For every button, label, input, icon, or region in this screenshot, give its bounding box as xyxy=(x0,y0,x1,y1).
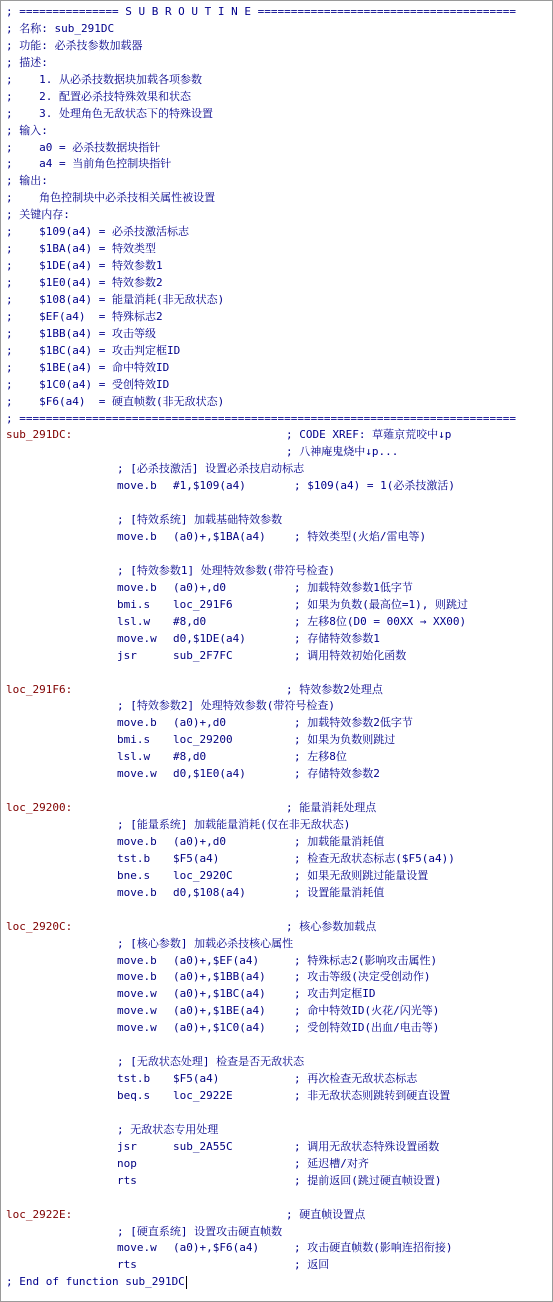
header-comment-line[interactable] xyxy=(6,123,552,140)
instruction-mnemonic[interactable]: lsl.w xyxy=(117,614,151,628)
instruction-mnemonic[interactable]: rts xyxy=(117,1173,137,1187)
instruction-comment: ; 调用无敌状态特殊设置函数 xyxy=(294,1139,440,1153)
label-comment: ; 硬直帧设置点 xyxy=(286,1207,366,1221)
instruction-line[interactable] xyxy=(6,749,552,766)
label-comment: ; 八神庵鬼烧中↓p... xyxy=(286,445,399,459)
instruction-mnemonic[interactable]: lsl.w xyxy=(117,750,151,764)
header-comment-line[interactable] xyxy=(6,394,552,411)
instruction-comment: ; 提前返回(跳过硬直帧设置) xyxy=(294,1173,442,1187)
instruction-line[interactable] xyxy=(6,715,552,732)
instruction-operands[interactable]: $F5(a4) xyxy=(173,1072,220,1086)
header-comment-line[interactable] xyxy=(6,106,552,123)
section-comment: ; [特效系统] 加载基础特效参数 xyxy=(117,513,283,527)
instruction-operands[interactable]: (a0)+,d0 xyxy=(173,716,226,730)
section-comment: ; [特效参数1] 处理特效参数(带符号检查) xyxy=(117,563,335,577)
section-comment: ; [核心参数] 加载必杀技核心属性 xyxy=(117,936,294,950)
instruction-operands[interactable]: d0,$108(a4) xyxy=(173,885,246,899)
section-comment-line[interactable] xyxy=(6,1224,552,1241)
section-comment-line[interactable] xyxy=(6,461,552,478)
comment-text: ; End of function sub_291DC xyxy=(6,1275,185,1289)
instruction-line[interactable] xyxy=(6,648,552,665)
comment-text: ; 输入: xyxy=(6,123,48,137)
instruction-line[interactable] xyxy=(6,885,552,902)
instruction-comment: ; 左移8位 xyxy=(294,750,347,764)
instruction-operands[interactable]: loc_2920C xyxy=(173,868,233,882)
instruction-line[interactable] xyxy=(6,1020,552,1037)
section-comment: ; [能量系统] 加载能量消耗(仅在非无敌状态) xyxy=(117,818,351,831)
instruction-comment: ; 如果为负数则跳过 xyxy=(294,733,396,747)
instruction-mnemonic[interactable]: move.b xyxy=(117,885,157,899)
header-comment-line[interactable] xyxy=(6,72,552,89)
instruction-mnemonic[interactable]: move.b xyxy=(117,716,157,730)
instruction-comment: ; 左移8位(D0 = 00XX → XX00) xyxy=(294,614,467,628)
instruction-comment: ; 受创特效ID(出血/电击等) xyxy=(294,1021,440,1035)
instruction-comment: ; 加载能量消耗值 xyxy=(294,834,385,848)
instruction-comment: ; 如果无敌则跳过能量设置 xyxy=(294,868,429,882)
instruction-comment: ; 设置能量消耗值 xyxy=(294,885,385,899)
section-comment-line[interactable] xyxy=(6,512,552,529)
comment-text: ; $1BE(a4) = 命中特效ID xyxy=(6,360,170,374)
text-cursor xyxy=(186,1276,187,1289)
comment-text: ; $EF(a4) = 特殊标志2 xyxy=(6,309,163,323)
header-comment-line[interactable] xyxy=(6,411,552,428)
instruction-comment: ; 检查无敌状态标志($F5(a4)) xyxy=(294,851,455,865)
comment-text: ; $1C0(a4) = 受创特效ID xyxy=(6,377,170,391)
header-comment-line[interactable] xyxy=(6,258,552,275)
header-comment-line[interactable] xyxy=(6,326,552,343)
blank-line xyxy=(6,665,552,682)
instruction-line[interactable] xyxy=(6,766,552,783)
instruction-comment: ; 返回 xyxy=(294,1258,330,1272)
instruction-mnemonic[interactable]: move.w xyxy=(117,767,157,781)
blank-line xyxy=(6,1190,552,1207)
section-comment-line[interactable] xyxy=(6,563,552,580)
instruction-operands[interactable]: d0,$1E0(a4) xyxy=(173,767,246,781)
instruction-operands[interactable]: $F5(a4) xyxy=(173,851,220,865)
comment-text: ; a4 = 当前角色控制块指针 xyxy=(6,157,172,171)
instruction-operands[interactable]: (a0)+,d0 xyxy=(173,834,226,848)
code-label[interactable]: loc_291F6: xyxy=(6,682,73,696)
instruction-mnemonic[interactable]: move.b xyxy=(117,834,157,848)
instruction-line[interactable] xyxy=(6,851,552,868)
instruction-operands[interactable]: (a0)+,$1BB(a4) xyxy=(173,970,266,984)
comment-text: ; 输出: xyxy=(6,174,48,188)
instruction-line[interactable] xyxy=(6,631,552,648)
header-comment-line[interactable] xyxy=(6,89,552,106)
instruction-line[interactable] xyxy=(6,732,552,749)
code-label[interactable]: loc_2922E: xyxy=(6,1207,73,1221)
instruction-line[interactable] xyxy=(6,953,552,970)
header-comment-line[interactable] xyxy=(6,190,552,207)
comment-text: ; =========================================================================== xyxy=(6,411,516,425)
header-comment-line[interactable] xyxy=(6,241,552,258)
header-comment-line[interactable] xyxy=(6,140,552,157)
comment-text: ; $1DE(a4) = 特效参数1 xyxy=(6,259,163,273)
comment-text: ; 角色控制块中必杀技相关属性被设置 xyxy=(6,191,216,205)
comment-text: ; =============== S U B R O U T I N E ======================================= xyxy=(6,5,516,18)
header-comment-line[interactable] xyxy=(6,292,552,309)
code-lines xyxy=(6,4,552,1291)
instruction-line[interactable] xyxy=(6,478,552,495)
instruction-operands[interactable]: (a0)+,$1BA(a4) xyxy=(173,530,266,544)
comment-text: ; $1E0(a4) = 特效参数2 xyxy=(6,276,163,289)
instruction-line[interactable] xyxy=(6,580,552,597)
instruction-mnemonic[interactable]: bne.s xyxy=(117,868,151,882)
instruction-comment: ; 如果为负数(最高位=1), 则跳过 xyxy=(294,597,468,611)
instruction-mnemonic[interactable]: move.w xyxy=(117,1241,157,1255)
instruction-mnemonic[interactable]: move.b xyxy=(117,479,157,493)
instruction-line[interactable] xyxy=(6,1088,552,1105)
section-comment: ; [特效参数2] 处理特效参数(带符号检查) xyxy=(117,699,335,713)
blank-line xyxy=(6,783,552,800)
label-line[interactable] xyxy=(6,800,552,817)
comment-text: ; $109(a4) = 必杀技激活标志 xyxy=(6,225,189,239)
header-comment-line[interactable] xyxy=(6,156,552,173)
instruction-comment: ; 命中特效ID(火花/闪光等) xyxy=(294,1004,440,1018)
blank-line xyxy=(6,1037,552,1054)
section-comment-line[interactable] xyxy=(6,817,552,834)
instruction-mnemonic[interactable]: move.w xyxy=(117,631,157,645)
instruction-mnemonic[interactable]: nop xyxy=(117,1156,137,1170)
label-line[interactable] xyxy=(6,444,552,461)
instruction-operands[interactable]: (a0)+,$F6(a4) xyxy=(173,1241,260,1255)
header-comment-line[interactable] xyxy=(6,38,552,55)
instruction-operands[interactable]: loc_29200 xyxy=(173,733,233,747)
header-comment-line[interactable] xyxy=(6,377,552,394)
section-comment: ; 无敌状态专用处理 xyxy=(117,1122,219,1136)
comment-text: ; 3. 处理角色无敌状态下的特殊设置 xyxy=(6,106,213,120)
instruction-line[interactable] xyxy=(6,614,552,631)
instruction-operands[interactable]: (a0)+,$1BC(a4) xyxy=(173,987,266,1001)
instruction-comment: ; 延迟槽/对齐 xyxy=(294,1156,369,1170)
blank-line xyxy=(6,546,552,563)
instruction-operands[interactable]: (a0)+,$EF(a4) xyxy=(173,953,260,967)
header-comment-line[interactable] xyxy=(6,360,552,377)
instruction-comment: ; 存储特效参数2 xyxy=(294,767,380,781)
code-label[interactable]: loc_29200: xyxy=(6,801,73,815)
instruction-operands[interactable]: #8,d0 xyxy=(173,614,207,628)
label-comment: ; 核心参数加载点 xyxy=(286,919,377,933)
instruction-comment: ; 加载特效参数1低字节 xyxy=(294,580,413,594)
comment-text: ; 1. 从必杀技数据块加载各项参数 xyxy=(6,72,202,86)
instruction-operands[interactable]: #8,d0 xyxy=(173,750,207,764)
code-label[interactable]: loc_2920C: xyxy=(6,919,73,933)
header-comment-line[interactable] xyxy=(6,207,552,224)
instruction-mnemonic[interactable]: beq.s xyxy=(117,1089,151,1102)
blank-line xyxy=(6,902,552,919)
instruction-comment: ; 攻击等级(决定受创动作) xyxy=(294,970,431,984)
instruction-mnemonic[interactable]: move.b xyxy=(117,970,157,984)
instruction-comment: ; 攻击硬直帧数(影响连招衔接) xyxy=(294,1241,453,1255)
instruction-comment: ; 特殊标志2(影响攻击属性) xyxy=(294,953,438,967)
instruction-comment: ; $109(a4) = 1(必杀技激活) xyxy=(294,479,455,493)
instruction-operands[interactable]: sub_2F7FC xyxy=(173,648,233,662)
header-comment-line[interactable] xyxy=(6,275,552,292)
instruction-mnemonic[interactable]: move.b xyxy=(117,953,157,967)
instruction-line[interactable] xyxy=(6,986,552,1003)
section-comment: ; [必杀技激活] 设置必杀技启动标志 xyxy=(117,462,305,476)
comment-text: ; 关键内存: xyxy=(6,208,70,222)
instruction-mnemonic[interactable]: move.b xyxy=(117,530,157,544)
comment-text: ; $1BC(a4) = 攻击判定框ID xyxy=(6,343,181,357)
comment-text: ; $1BB(a4) = 攻击等级 xyxy=(6,326,156,340)
section-comment: ; [无敌状态处理] 检查是否无敌状态 xyxy=(117,1055,305,1069)
label-line[interactable] xyxy=(6,427,552,444)
instruction-line[interactable] xyxy=(6,1173,552,1190)
instruction-line[interactable] xyxy=(6,834,552,851)
instruction-comment: ; 非无敌状态则跳转到硬直设置 xyxy=(294,1089,451,1102)
instruction-line[interactable] xyxy=(6,1071,552,1088)
end-of-function-line[interactable] xyxy=(6,1274,552,1291)
instruction-line[interactable] xyxy=(6,1003,552,1020)
instruction-comment: ; 再次检查无敌状态标志 xyxy=(294,1072,418,1086)
instruction-line[interactable] xyxy=(6,1257,552,1274)
code-label[interactable]: sub_291DC: xyxy=(6,428,73,442)
comment-text: ; a0 = 必杀技数据块指针 xyxy=(6,140,161,154)
section-comment-line[interactable] xyxy=(6,1122,552,1139)
instruction-operands[interactable]: sub_2A55C xyxy=(173,1139,233,1153)
comment-text: ; 名称: sub_291DC xyxy=(6,21,115,35)
instruction-line[interactable] xyxy=(6,1139,552,1156)
instruction-mnemonic[interactable]: move.w xyxy=(117,1021,157,1035)
label-line[interactable] xyxy=(6,919,552,936)
instruction-mnemonic[interactable]: rts xyxy=(117,1258,137,1272)
instruction-mnemonic[interactable]: move.b xyxy=(117,580,157,594)
instruction-operands[interactable]: (a0)+,$1BE(a4) xyxy=(173,1004,266,1018)
comment-text: ; $108(a4) = 能量消耗(非无敌状态) xyxy=(6,292,225,306)
instruction-comment: ; 调用特效初始化函数 xyxy=(294,648,407,662)
instruction-mnemonic[interactable]: jsr xyxy=(117,1139,137,1153)
instruction-operands[interactable]: d0,$1DE(a4) xyxy=(173,631,246,645)
instruction-line[interactable] xyxy=(6,969,552,986)
header-comment-line[interactable] xyxy=(6,55,552,72)
instruction-comment: ; 特效类型(火焰/雷电等) xyxy=(294,530,427,544)
instruction-mnemonic[interactable]: jsr xyxy=(117,648,137,662)
instruction-mnemonic[interactable]: tst.b xyxy=(117,1072,151,1086)
label-line[interactable] xyxy=(6,682,552,699)
instruction-operands[interactable]: loc_291F6 xyxy=(173,597,233,611)
instruction-mnemonic[interactable]: move.w xyxy=(117,1004,157,1018)
header-comment-line[interactable] xyxy=(6,21,552,38)
instruction-line[interactable] xyxy=(6,1240,552,1257)
instruction-line[interactable] xyxy=(6,597,552,614)
instruction-line[interactable] xyxy=(6,529,552,546)
section-comment: ; [硬直系统] 设置攻击硬直帧数 xyxy=(117,1224,283,1238)
instruction-mnemonic[interactable]: bmi.s xyxy=(117,597,151,611)
blank-line xyxy=(6,495,552,512)
header-comment-line[interactable] xyxy=(6,173,552,190)
blank-line xyxy=(6,1105,552,1122)
comment-text: ; $1BA(a4) = 特效类型 xyxy=(6,242,156,256)
label-comment: ; 能量消耗处理点 xyxy=(286,801,377,815)
instruction-comment: ; 存储特效参数1 xyxy=(294,631,380,645)
comment-text: ; $F6(a4) = 硬直帧数(非无敌状态) xyxy=(6,394,225,408)
header-comment-line[interactable] xyxy=(6,4,552,21)
section-comment-line[interactable] xyxy=(6,936,552,953)
instruction-operands[interactable]: loc_2922E xyxy=(173,1089,233,1102)
header-comment-line[interactable] xyxy=(6,343,552,360)
comment-text: ; 2. 配置必杀技特殊效果和状态 xyxy=(6,89,191,103)
instruction-mnemonic[interactable]: tst.b xyxy=(117,851,151,865)
instruction-operands[interactable]: #1,$109(a4) xyxy=(173,479,246,493)
label-comment: ; 特效参数2处理点 xyxy=(286,682,383,696)
instruction-mnemonic[interactable]: bmi.s xyxy=(117,733,151,747)
instruction-line[interactable] xyxy=(6,1156,552,1173)
label-comment: ; CODE XREF: 草薙京荒咬中↓p xyxy=(286,428,452,442)
instruction-comment: ; 加载特效参数2低字节 xyxy=(294,716,413,730)
comment-text: ; 描述: xyxy=(6,55,48,69)
header-comment-line[interactable] xyxy=(6,309,552,326)
section-comment-line[interactable] xyxy=(6,698,552,715)
section-comment-line[interactable] xyxy=(6,1054,552,1071)
instruction-comment: ; 攻击判定框ID xyxy=(294,987,376,1001)
instruction-line[interactable] xyxy=(6,868,552,885)
instruction-operands[interactable]: (a0)+,d0 xyxy=(173,580,226,594)
instruction-operands[interactable]: (a0)+,$1C0(a4) xyxy=(173,1021,266,1035)
comment-text: ; 功能: 必杀技参数加载器 xyxy=(6,38,143,52)
instruction-mnemonic[interactable]: move.w xyxy=(117,987,157,1001)
header-comment-line[interactable] xyxy=(6,224,552,241)
label-line[interactable] xyxy=(6,1207,552,1224)
